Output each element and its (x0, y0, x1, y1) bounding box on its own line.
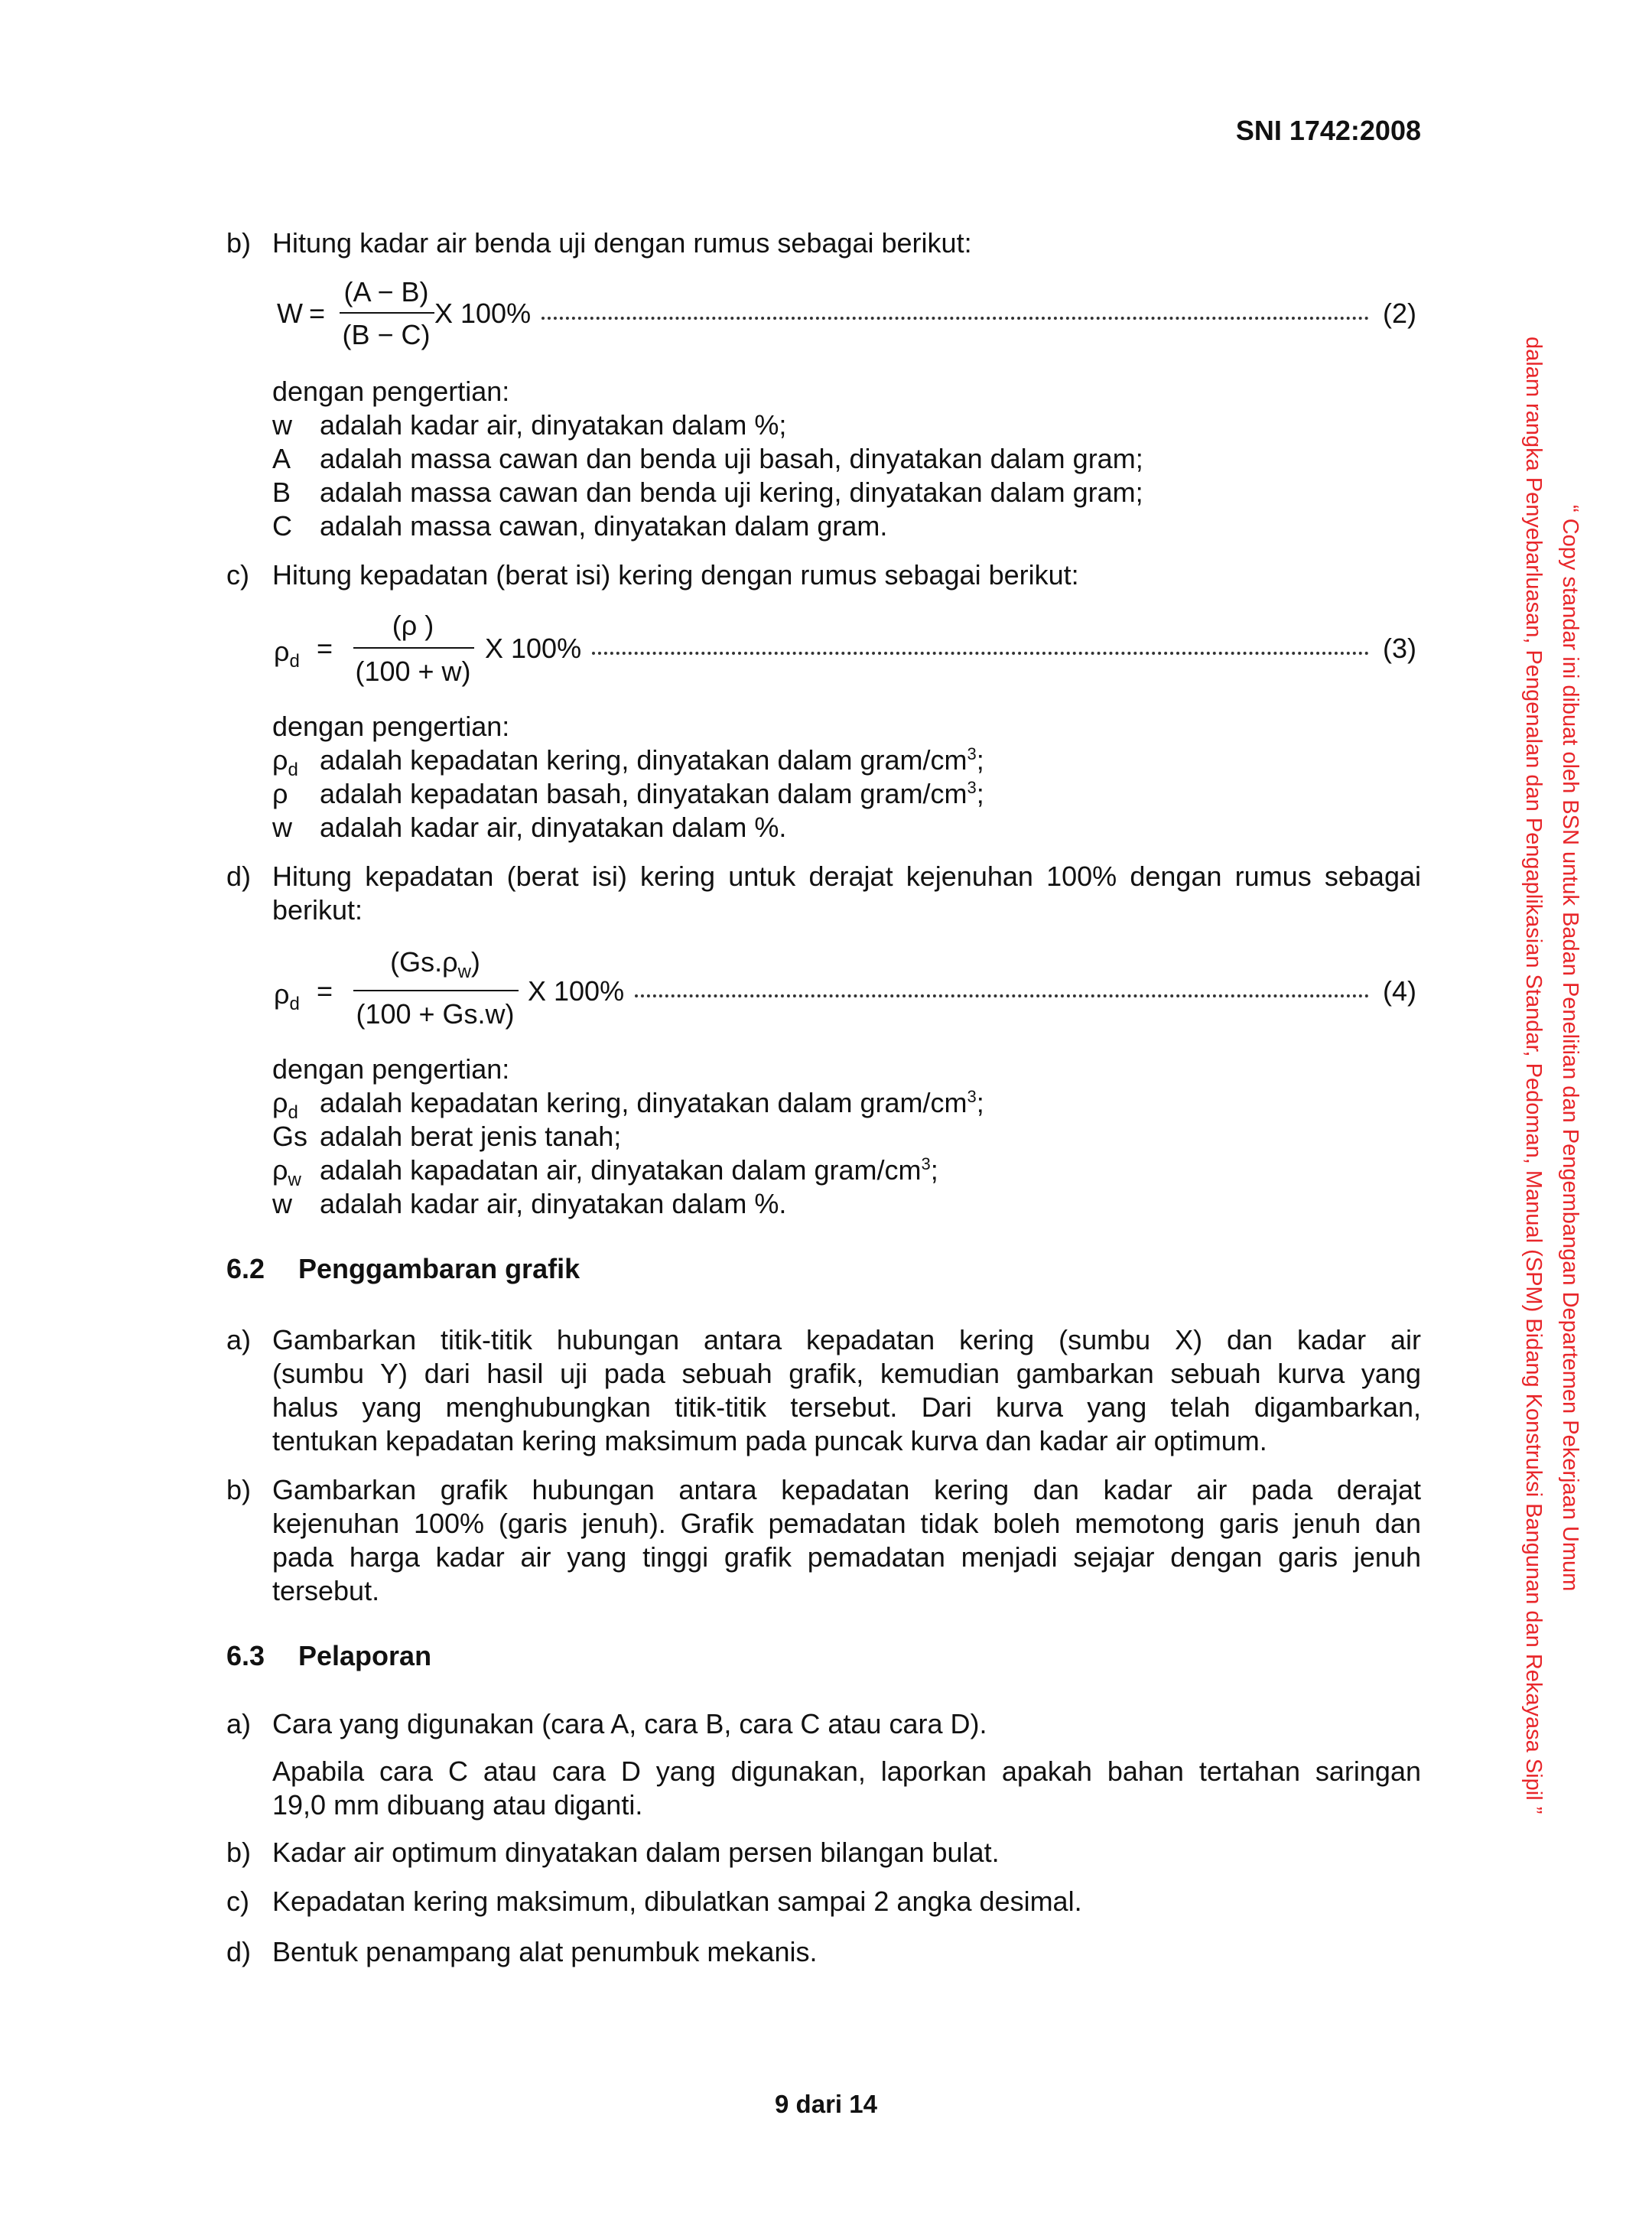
definition-text: adalah kadar air, dinyatakan dalam %. (320, 1188, 787, 1219)
paragraph-line: tersebut. (272, 1575, 380, 1606)
section-title: Pelaporan (298, 1640, 432, 1671)
equation-number: (3) (1383, 633, 1416, 664)
definition-text: adalah kadar air, dinyatakan dalam %. (320, 812, 787, 843)
leader-dots (541, 317, 1369, 320)
item-intro: Hitung kepadatan (berat isi) kering dengan rumus sebagai berikut: (272, 559, 1079, 591)
definition-row (272, 442, 1143, 476)
definition-row: $\rho_d$ adalah kepadatan kering, dinyatakan dalam gram/$cm^3$; (272, 744, 984, 780)
item-label: d) (226, 1936, 252, 1967)
definitions-title: dengan pengertian: (272, 1053, 510, 1085)
leader-dots (635, 994, 1369, 997)
definition-symbol: w (272, 812, 292, 843)
definition-text: adalah kepadatan kering, dinyatakan dalam gram/cm (320, 744, 967, 776)
definition-row (272, 1120, 621, 1157)
definition-symbol: ρ (272, 778, 288, 809)
rho-subscript: d (289, 994, 300, 1014)
copyright-watermark (1503, 337, 1610, 1814)
watermark-line-2: dalam rangka Penyebarluasan, Pengenalan dan Pengaplikasian Standar, Pedoman, Manual (SPM) Bidang Konstruksi Bangunan dan Rekayasa Sipil ” (1521, 337, 1546, 1814)
list-item-text: Cara yang digunakan (cara A, cara B, cara C atau cara D). (272, 1708, 987, 1739)
fraction-bar (353, 647, 474, 649)
item-label: c) (226, 1886, 249, 1917)
definition-symbol: $\rho_w$ (272, 1154, 301, 1190)
equation-number: (2) (1383, 298, 1416, 329)
definition-text: adalah massa cawan, dinyatakan dalam gram. (320, 510, 888, 542)
formula-lhs: W (277, 298, 303, 329)
definition-text: adalah kapadatan air, dinyatakan dalam gram/cm (320, 1154, 922, 1186)
list-item-text: Bentuk penampang alat penumbuk mekanis. (272, 1936, 818, 1967)
formula-lhs (274, 635, 300, 672)
definition-text: adalah kepadatan kering, dinyatakan dalam gram/cm (320, 1087, 967, 1118)
item-intro-line: berikut: (272, 894, 363, 926)
formula-denominator: (B − C) (342, 319, 431, 350)
rho-symbol: ρ (274, 636, 290, 667)
formula-numerator: (ρ ) (392, 610, 434, 641)
paragraph-line: 19,0 mm dibuang atau diganti. (272, 1789, 643, 1821)
item-label: b) (226, 1474, 252, 1505)
item-label: d) (226, 861, 252, 892)
definition-symbol: $\rho_d$ (272, 1087, 298, 1123)
rho-symbol: ρ (274, 978, 290, 1010)
item-intro-line: Hitung kepadatan (berat isi) kering untuk derajat kejenuhan 100% dengan rumus sebagai (272, 861, 1421, 892)
paragraph-line: kejenuhan 100% (garis jenuh). Grafik pemadatan tidak boleh memotong garis jenuh dan (272, 1508, 1421, 1539)
paragraph-line: Apabila cara C atau cara D yang digunakan, laporkan apakah bahan tertahan saringan (272, 1756, 1421, 1787)
formula-multiplier: X 100% (528, 975, 625, 1007)
item-label: a) (226, 1708, 252, 1739)
section-number: 6.3 (226, 1640, 265, 1671)
item-label: c) (226, 559, 249, 591)
item-label: b) (226, 1837, 252, 1868)
section-number: 6.2 (226, 1253, 265, 1284)
paragraph-line: tentukan kepadatan kering maksimum pada puncak kurva dan kadar air optimum. (272, 1425, 1267, 1456)
definition-symbol: w (272, 1188, 292, 1219)
item-label: a) (226, 1324, 252, 1355)
definition-symbol: Gs (272, 1121, 308, 1152)
formula-denominator: (100 + Gs.w) (356, 998, 515, 1030)
definition-symbol: C (272, 510, 292, 542)
definition-row: ρ adalah kepadatan basah, dinyatakan dalam gram/$cm^3$; (272, 777, 984, 815)
list-item-text: Kepadatan kering maksimum, dibulatkan sampai 2 angka desimal. (272, 1886, 1082, 1917)
list-item-text: Kadar air optimum dinyatakan dalam persen bilangan bulat. (272, 1837, 1000, 1868)
fraction-bar (353, 990, 519, 991)
definition-text: adalah massa cawan dan benda uji basah, dinyatakan dalam gram; (320, 443, 1143, 474)
fraction-bar (340, 312, 434, 314)
paragraph-line: Gambarkan grafik hubungan antara kepadatan kering dan kadar air pada derajat (272, 1474, 1421, 1505)
paragraph-line: Gambarkan titik-titik hubungan antara kepadatan kering (sumbu X) dan kadar air (272, 1324, 1421, 1355)
paragraph-line: pada harga kadar air yang tinggi grafik pemadatan menjadi sejajar dengan garis jenuh (272, 1541, 1421, 1573)
equation-number: (4) (1383, 975, 1416, 1007)
formula-equals: = (309, 298, 326, 329)
formula-multiplier: X 100% (485, 633, 582, 664)
definition-row (272, 1187, 786, 1225)
document-id: SNI 1742:2008 (1235, 115, 1421, 146)
definition-symbol: $\rho_d$ (272, 744, 298, 780)
item-label: b) (226, 227, 252, 259)
formula-equals: = (317, 633, 333, 664)
rho-subscript: d (289, 651, 300, 672)
formula-numerator: (A − B) (343, 276, 429, 308)
definition-row (272, 509, 887, 543)
definition-row (272, 811, 786, 848)
paragraph-line: halus yang menghubungkan titik-titik tersebut. Dari kurva yang telah digambarkan, (272, 1391, 1421, 1423)
leader-dots (592, 652, 1369, 655)
definition-row (272, 408, 786, 442)
paragraph-line: (sumbu Y) dari hasil uji pada sebuah grafik, kemudian gambarkan sebuah kurva yang (272, 1358, 1421, 1389)
formula-numerator: $(Gs.\rho_w)$ (390, 946, 480, 982)
definition-row: $\rho_w$ adalah kapadatan air, dinyatakan dalam gram/$cm^3$; (272, 1154, 938, 1190)
definitions-title: dengan pengertian: (272, 711, 510, 742)
item-intro: Hitung kadar air benda uji dengan rumus sebagai berikut: (272, 227, 972, 259)
definitions-title: dengan pengertian: (272, 376, 510, 407)
formula-multiplier: X 100% (434, 298, 532, 329)
formula-equals: = (317, 975, 333, 1007)
definition-text: adalah kepadatan basah, dinyatakan dalam gram/cm (320, 778, 967, 809)
definition-row (272, 476, 1143, 509)
formula-lhs (274, 978, 300, 1015)
definition-text: adalah massa cawan dan benda uji kering, dinyatakan dalam gram; (320, 477, 1143, 508)
section-title: Penggambaran grafik (298, 1253, 580, 1284)
definition-text: adalah berat jenis tanah; (320, 1121, 622, 1152)
definition-row: $\rho_d$ adalah kepadatan kering, dinyatakan dalam gram/$cm^3$; (272, 1087, 984, 1123)
page-number: 9 dari 14 (775, 2090, 877, 2118)
definition-text: adalah kadar air, dinyatakan dalam %; (320, 409, 787, 441)
formula-denominator: (100 + w) (355, 656, 471, 687)
definition-symbol: w (272, 409, 292, 441)
definition-symbol: A (272, 443, 291, 474)
definition-symbol: B (272, 477, 291, 508)
watermark-line-1: “ Copy standar ini dibuat oleh BSN untuk Badan Penelitian dan Pengembangan Departemen Pekerjaan Umum (1558, 505, 1582, 1592)
